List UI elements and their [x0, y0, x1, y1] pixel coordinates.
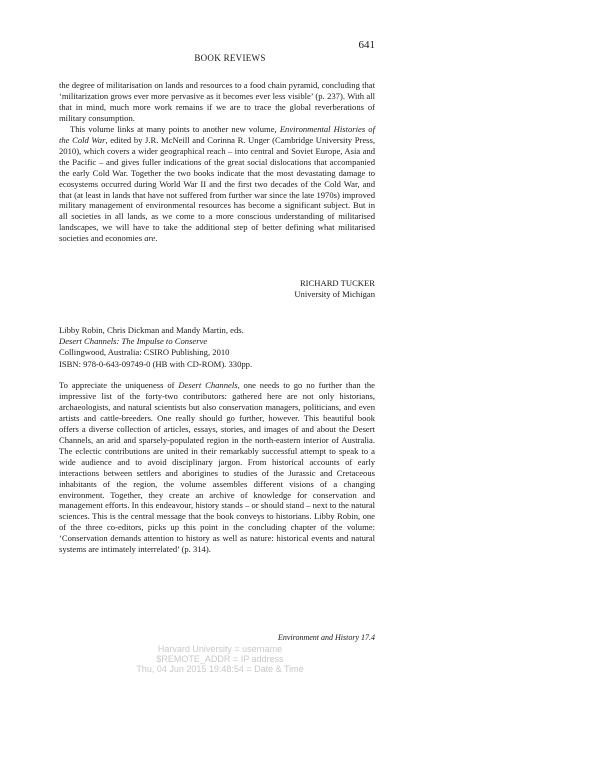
book-title: Desert Channels: The Impulse to Conserve	[59, 336, 208, 347]
review-robin-lead: To appreciate the uniqueness of	[59, 380, 179, 390]
reviewer-affiliation: University of Michigan	[294, 288, 375, 299]
paragraph-2-end: .	[155, 233, 158, 244]
watermark-datetime: Thu, 04 Jun 2015 19:48:54 = Date & Time	[136, 664, 304, 675]
book-isbn: ISBN: 978-0-643-09749-0 (HB with CD-ROM). 330pp.	[59, 358, 253, 369]
paragraph-2-body: , edited by J.R. McNeill and Corinna R. Unger (Cambridge University Press, 2010), which covers a wider geographical reach – into central and Soviet Europe, Asia and the Pacific – and gives fuller indications of the great social dislocations that accompanied the early Cold War. Together the two books indicate that the most devastating damage to ecosystems occurred during World War II and the first two decades of the Cold War, and that (at least in lands that have not suffered from further war since the late 1970s) improved military management of environmental resources has become a significant subject. But in all societies in all lands, as we come to a more conscious understanding of militarised landscapes, we will have to take the additional step of better defining what militarised societies and economies	[59, 134, 375, 244]
book-authors: Libby Robin, Chris Dickman and Mandy Martin, eds.	[59, 325, 244, 335]
page-number: 641	[358, 39, 375, 51]
access-watermark	[100, 644, 340, 675]
review-robin-bibliographic-entry	[59, 325, 375, 370]
watermark-username: Harvard University = username	[157, 644, 283, 654]
reviewer-signature	[200, 278, 375, 300]
review-robin-paragraph	[59, 380, 375, 555]
book-publisher: Collingwood, Australia: CSIRO Publishing, 2010	[59, 347, 230, 358]
reviewer-name: RICHARD TUCKER	[299, 278, 375, 288]
review-robin-text: , one needs to go no further than the impressive list of the forty-two contributors: gathered here are not only historians, archaeologists, and natural scientists but also conservation managers, politicians, and even artists and cattle-breeders. One really should go further, however. This beautiful book offers a diverse collection of articles, essays, stories, and images of and about the Desert Channels, an arid and sparsely-populated region in the north-eastern interior of Australia. The eclectic contributions are united in their remarkably successful attempt to speak to a wide audience and to avoid disciplinary jargon. From historical accounts of early interactions between settlers and aborigines to studies of the Jurassic and Cretaceous inhabitants of the region, the volume assembles different visions of a changing environment. Together, they create an archive of knowledge for conservation and management efforts. In this endeavour, history stands – or should stand – next to the natural sciences. This is the central message that the book conveys to historians. Libby Robin, one of the three co-editors, picks up this point in the concluding chapter of the volume: ‘Conservation demands attention to history as well as nature: historical events and natural systems are intimately interrelated’ (p. 314).	[59, 380, 376, 555]
paragraph-2-lead: This volume links at many points to another new volume,	[70, 123, 280, 134]
running-head: BOOK REVIEWS	[194, 53, 266, 63]
emphasis-are: are	[144, 233, 156, 244]
journal-footer: Environment and History 17.4	[277, 633, 375, 642]
review-tucker-paragraph-1: the degree of militarisation on lands and resources to a food chain pyramid, concluding that ‘militarization grows ever more pervasive as it becomes ever less visible’ (p. 237). With all that in mind, much more work remains if we are to trace the global reverberations of military consumption.	[59, 80, 375, 123]
watermark-ip: $REMOTE_ADDR = IP address	[156, 654, 284, 665]
review-tucker-paragraph-2	[59, 124, 375, 244]
review-robin-body	[59, 380, 375, 555]
reviewed-book-title: Desert Channels	[178, 380, 238, 390]
cited-book-title: Environmental Histories of the Cold War	[59, 123, 375, 145]
review-tucker-body	[59, 80, 375, 244]
